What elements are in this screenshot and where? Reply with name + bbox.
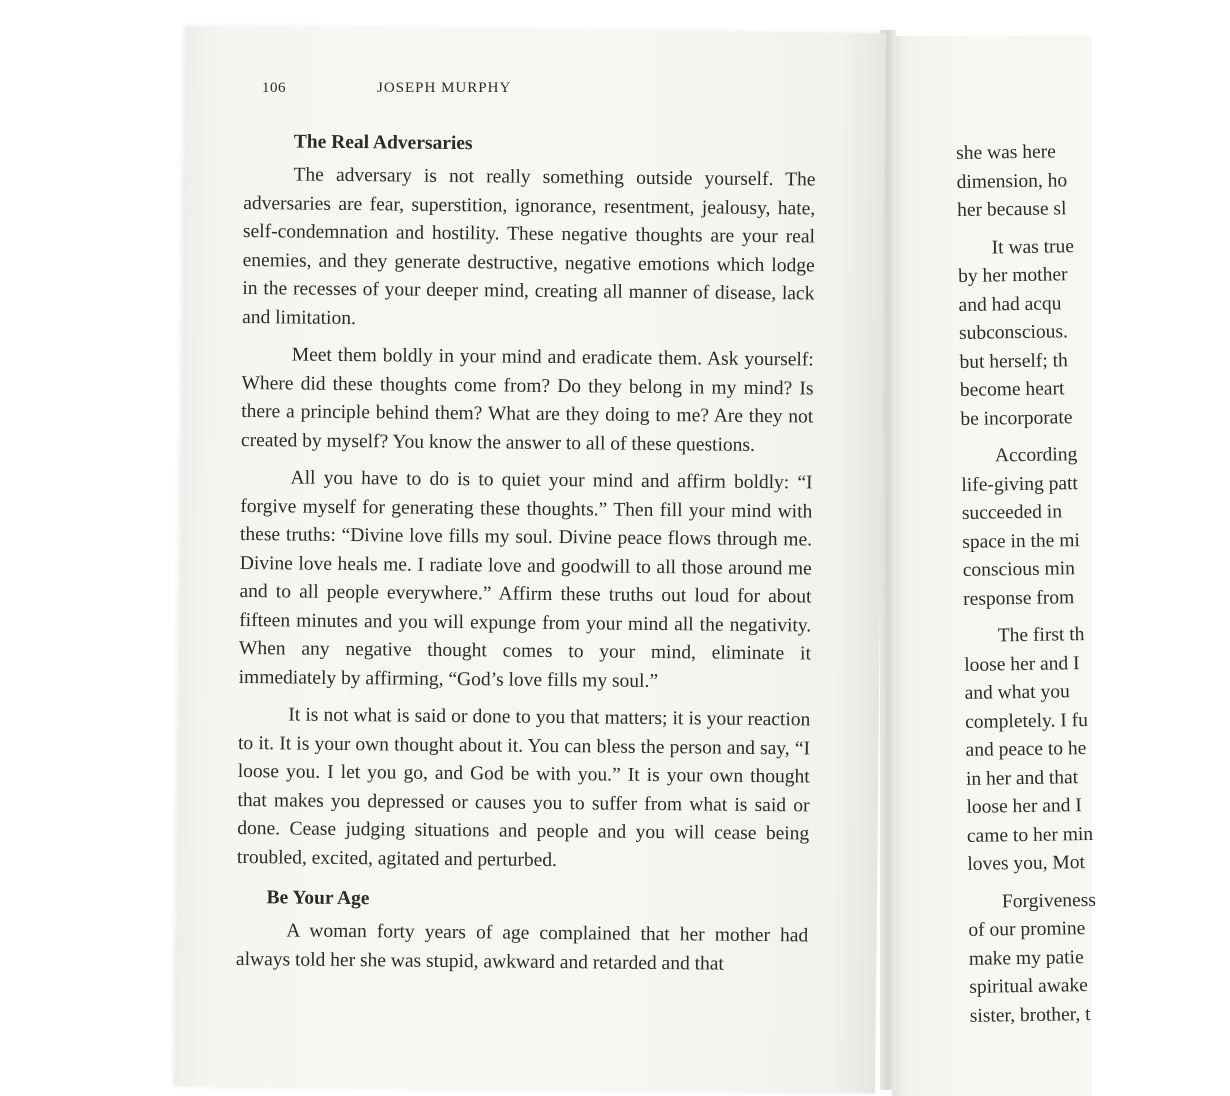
page-number: 106 bbox=[262, 80, 286, 96]
text-line: become heart bbox=[959, 378, 1065, 401]
paragraph: Meet them boldly in your mind and eradicate them. Ask yourself: Where did these thoughts come from? Do they belong in my mind? Is there a principle behind them? What are they doing to me? Are they not created by myself? You know the answer to all of these questions. bbox=[240, 344, 814, 456]
text-line: sister, brother, t bbox=[969, 1003, 1091, 1027]
text-line: dimension, ho bbox=[956, 169, 1068, 193]
paragraph: All you have to do is to quiet your mind and affirm boldly: “I forgive myself for generating these thoughts.” Then fill your mind with these truths: “Divine love fills my soul. Divine peace flows through me. Divine love heals me. I radiate love and goodwill to all those around me and to all people everywhere.” Affirm these truths out loud for about fifteen minutes and you will expunge from your mind all the negativity. When any negative thought comes to your mind, eliminate it immediately by affirming, “God’s love fills my soul.” bbox=[238, 467, 813, 692]
text-line: she was here bbox=[956, 141, 1056, 164]
text-line: loose her and I bbox=[966, 795, 1082, 818]
paragraph: A woman forty years of age complained that her mother had always told her she was stupid, awkward and retarded and that bbox=[235, 920, 809, 975]
text-line: loose her and I bbox=[964, 652, 1080, 676]
text-line: her because sl bbox=[956, 198, 1067, 221]
text-line: and had acqu bbox=[958, 292, 1062, 316]
paragraph: The adversary is not really something outside yourself. The adversaries are fear, superstition, ignorance, resentment, jealousy, hate, self-condemnation and hostility. These negative thoughts are your real enemies, and they generate destructive, negative emotions which lodge in the recesses of your deeper mind, creating all manner of disease, lack and limitation. bbox=[242, 164, 816, 329]
text-line: loves you, Mot bbox=[967, 852, 1086, 875]
text-line: subconscious. bbox=[958, 321, 1069, 344]
section-heading: The Real Adversaries bbox=[293, 131, 473, 155]
author-name: JOSEPH MURPHY bbox=[377, 80, 512, 96]
paragraph: It is not what is said or done to you that matters; it is your reaction to it. It is your own thought about it. You can bless the person and say, “I loose you. I let you go, and God be with you.” It is your own thought that makes you depressed or causes you to suffer from what is said or done. Cease judging situations and people and you will cease being troubled, excited, agitated and perturbed. bbox=[236, 704, 811, 871]
text-line: According bbox=[994, 444, 1078, 467]
text-line: The first th bbox=[997, 624, 1085, 647]
left-page-text bbox=[236, 125, 816, 988]
text-line: It was true bbox=[991, 235, 1075, 258]
text-line: life-giving patt bbox=[961, 472, 1079, 496]
text-line: in her and that bbox=[965, 766, 1079, 790]
text-line: and what you bbox=[964, 681, 1070, 704]
text-line: came to her min bbox=[966, 823, 1094, 847]
text-line: completely. I fu bbox=[964, 709, 1089, 733]
text-line: succeeded in bbox=[961, 501, 1063, 524]
text-line: by her mother bbox=[957, 264, 1068, 287]
text-line: Forgiveness bbox=[1001, 889, 1097, 912]
text-line: of our promine bbox=[968, 918, 1086, 941]
text-line: make my patie bbox=[968, 946, 1084, 970]
section-heading: Be Your Age bbox=[266, 887, 370, 910]
text-line: response from bbox=[963, 586, 1075, 610]
text-line: spiritual awake bbox=[969, 975, 1089, 998]
text-line: space in the mi bbox=[962, 529, 1080, 553]
text-line: conscious min bbox=[962, 558, 1076, 581]
text-line: be incorporate bbox=[960, 406, 1073, 430]
text-line: but herself; th bbox=[959, 349, 1068, 373]
right-page-text bbox=[956, 136, 1230, 1031]
text-line: and peace to he bbox=[965, 738, 1087, 761]
